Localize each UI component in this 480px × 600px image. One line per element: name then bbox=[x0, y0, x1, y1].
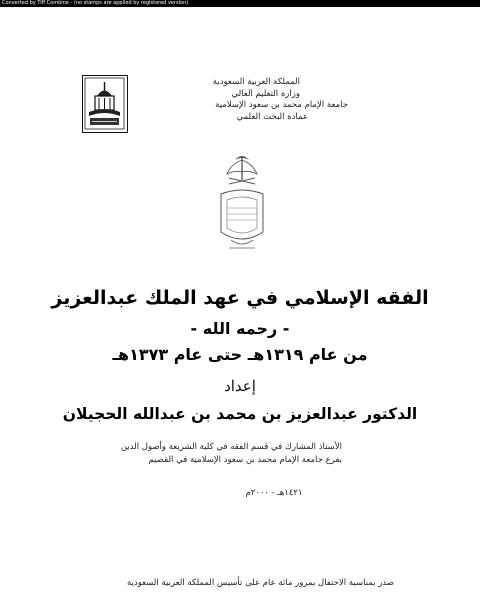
book-title: الفقه الإسلامي في عهد الملك عبدالعزيز bbox=[51, 287, 429, 309]
book-title-honorific: - رحمه الله - bbox=[190, 319, 290, 338]
author-affiliation: بفرع جامعة الإمام محمد بن سعود الإسلامية في القصيم bbox=[148, 455, 342, 465]
header-line-university: جامعة الإمام محمد بن سعود الإسلامية bbox=[215, 100, 348, 110]
centennial-note: صدر بمناسبة الاحتفال بمرور مائة عام على تأسيس المملكة العربية السعودية bbox=[126, 578, 394, 588]
publication-date: ١٤٢١هـ - ٢٠٠٠م bbox=[245, 488, 303, 498]
converter-banner: Converted by Tiff Combine - (no stamps are applied by registered version) bbox=[0, 0, 480, 7]
author-name: الدكتور عبدالعزيز بن محمد بن عبدالله الحجيلان bbox=[62, 405, 418, 423]
saudi-crest-icon bbox=[213, 150, 271, 252]
header-line-ministry: وزارة التعليم العالي bbox=[231, 88, 300, 99]
book-title-period: من عام ١٣١٩هـ حتى عام ١٣٧٣هـ bbox=[112, 345, 368, 364]
institution-header bbox=[148, 77, 348, 123]
author-position: الأستاذ المشارك في قسم الفقه في كلية الشريعة وأصول الدين bbox=[120, 442, 342, 452]
header-line-deanship: عمادة البحث العلمي bbox=[236, 111, 308, 122]
header-line-country: المملكة العربية السعودية bbox=[212, 77, 300, 87]
prepared-by-label: إعداد bbox=[224, 377, 256, 395]
university-logo-icon bbox=[82, 75, 128, 133]
